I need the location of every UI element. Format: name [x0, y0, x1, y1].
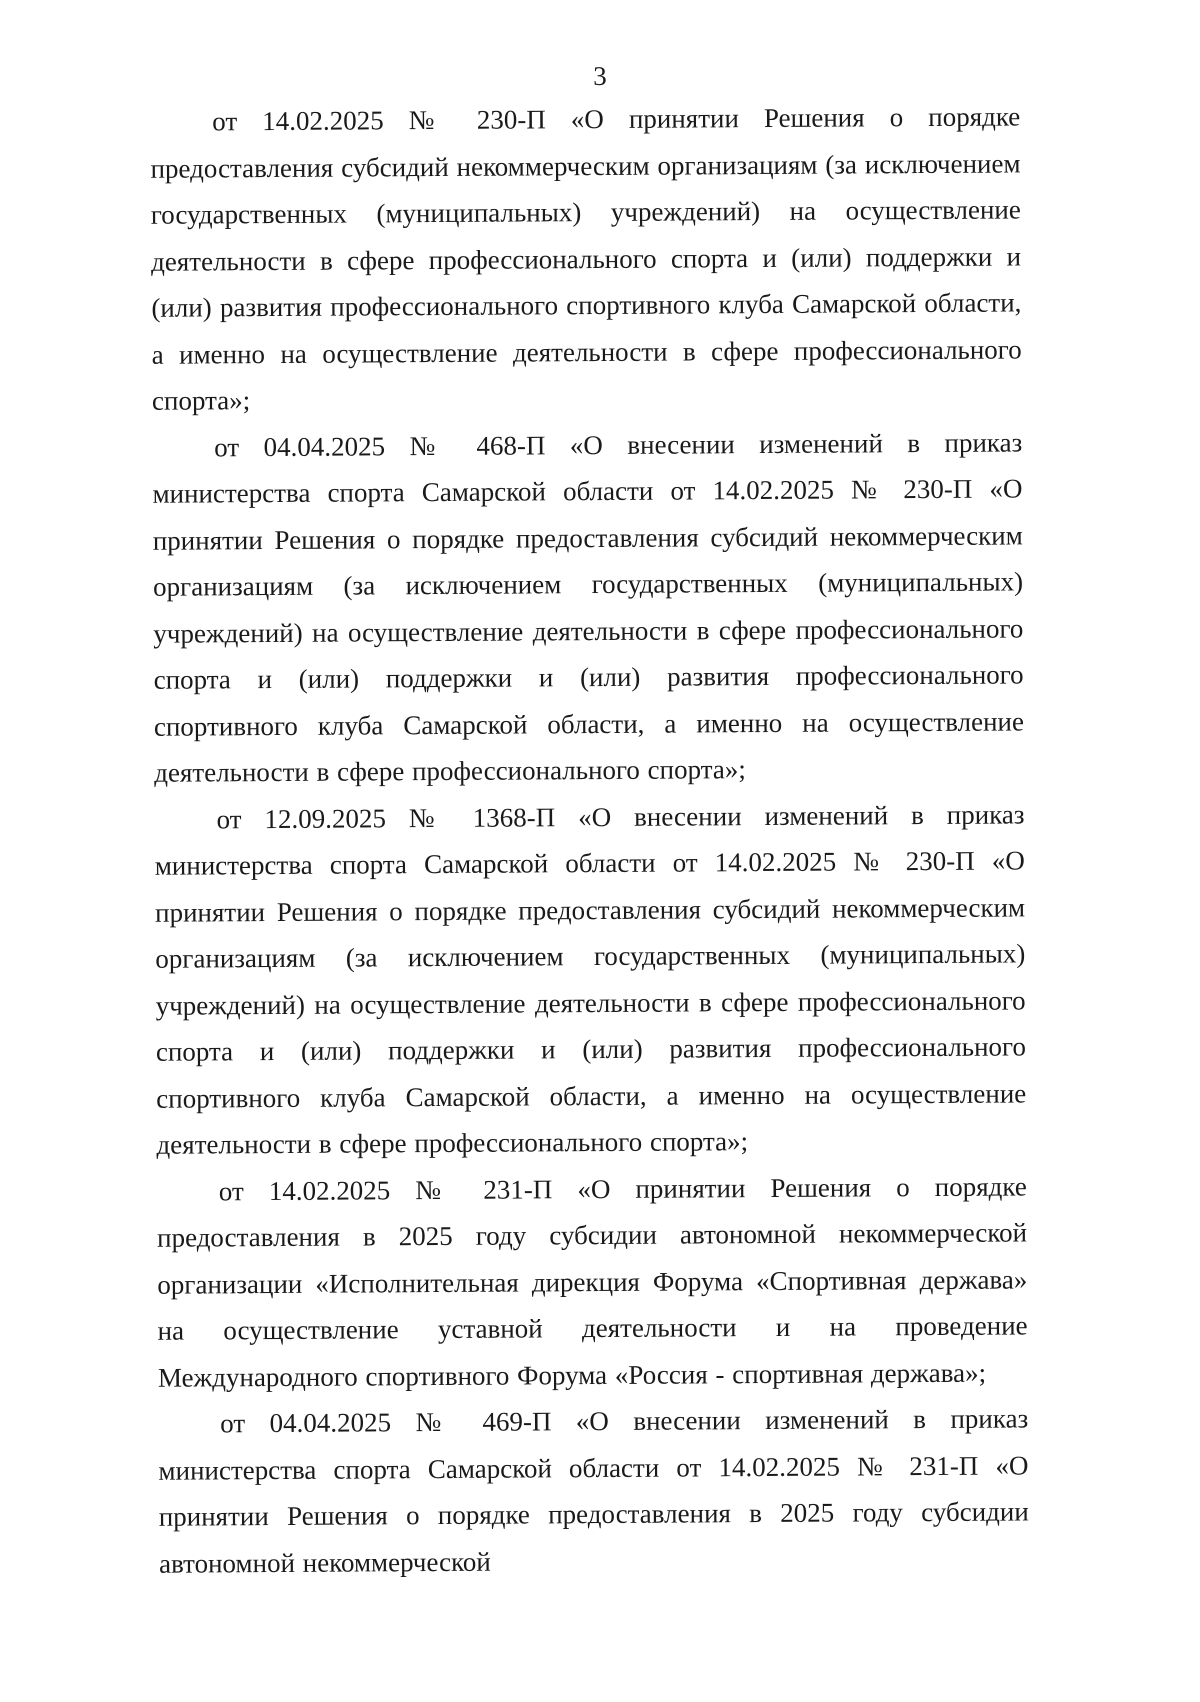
document-body	[150, 93, 1029, 1586]
paragraph-order-1368: от 12.09.2025 № 1368-П «О внесении изменений в приказ министерства спорта Самарской области от 14.02.2025 № 230-П «О принятии Решения о порядке предоставления субсидий некоммерческим организациям (за исключением государственных (муниципальных) учреждений) на осуществление деятельности в сфере профессионального спорта и (или) поддержки и (или) развития профессионального спортивного клуба Самарской области, а именно на осуществление деятельности в сфере профессионального спорта»;	[154, 798, 1027, 1160]
paragraph-order-230: от 14.02.2025 № 230-П «О принятии Решения о порядке предоставления субсидий некоммерческим организациям (за исключением государственных (муниципальных) учреждений) на осуществление деятельности в сфере профессионального спорта и (или) поддержки и (или) развития профессионального спортивного клуба Самарской области, а именно на осуществление деятельности в сфере профессионального спорта»;	[150, 101, 1022, 416]
paragraph-order-469: от 04.04.2025 № 469-П «О внесении изменений в приказ министерства спорта Самарской области от 14.02.2025 № 231-П «О принятии Решения о порядке предоставления в 2025 году субсидии автономной некоммерческой	[158, 1403, 1029, 1579]
page-number: 3	[593, 60, 607, 92]
paragraph-order-468: от 04.04.2025 № 468-П «О внесении изменений в приказ министерства спорта Самарской области от 14.02.2025 № 230-П «О принятии Решения о порядке предоставления субсидий некоммерческим организациям (за исключением государственных (муниципальных) учреждений) на осуществление деятельности в сфере профессионального спорта и (или) поддержки и (или) развития профессионального спортивного клуба Самарской области, а именно на осуществление деятельности в сфере профессионального спорта»;	[152, 426, 1025, 788]
paragraph-order-231: от 14.02.2025 № 231-П «О принятии Решения о порядке предоставления в 2025 году субсидии автономной некоммерческой организации «Исполнительная дирекция Форума «Спортивная держава» на осуществление уставной деятельности и на проведение Международного спортивного Форума «Россия - спортивная держава»;	[156, 1170, 1028, 1393]
